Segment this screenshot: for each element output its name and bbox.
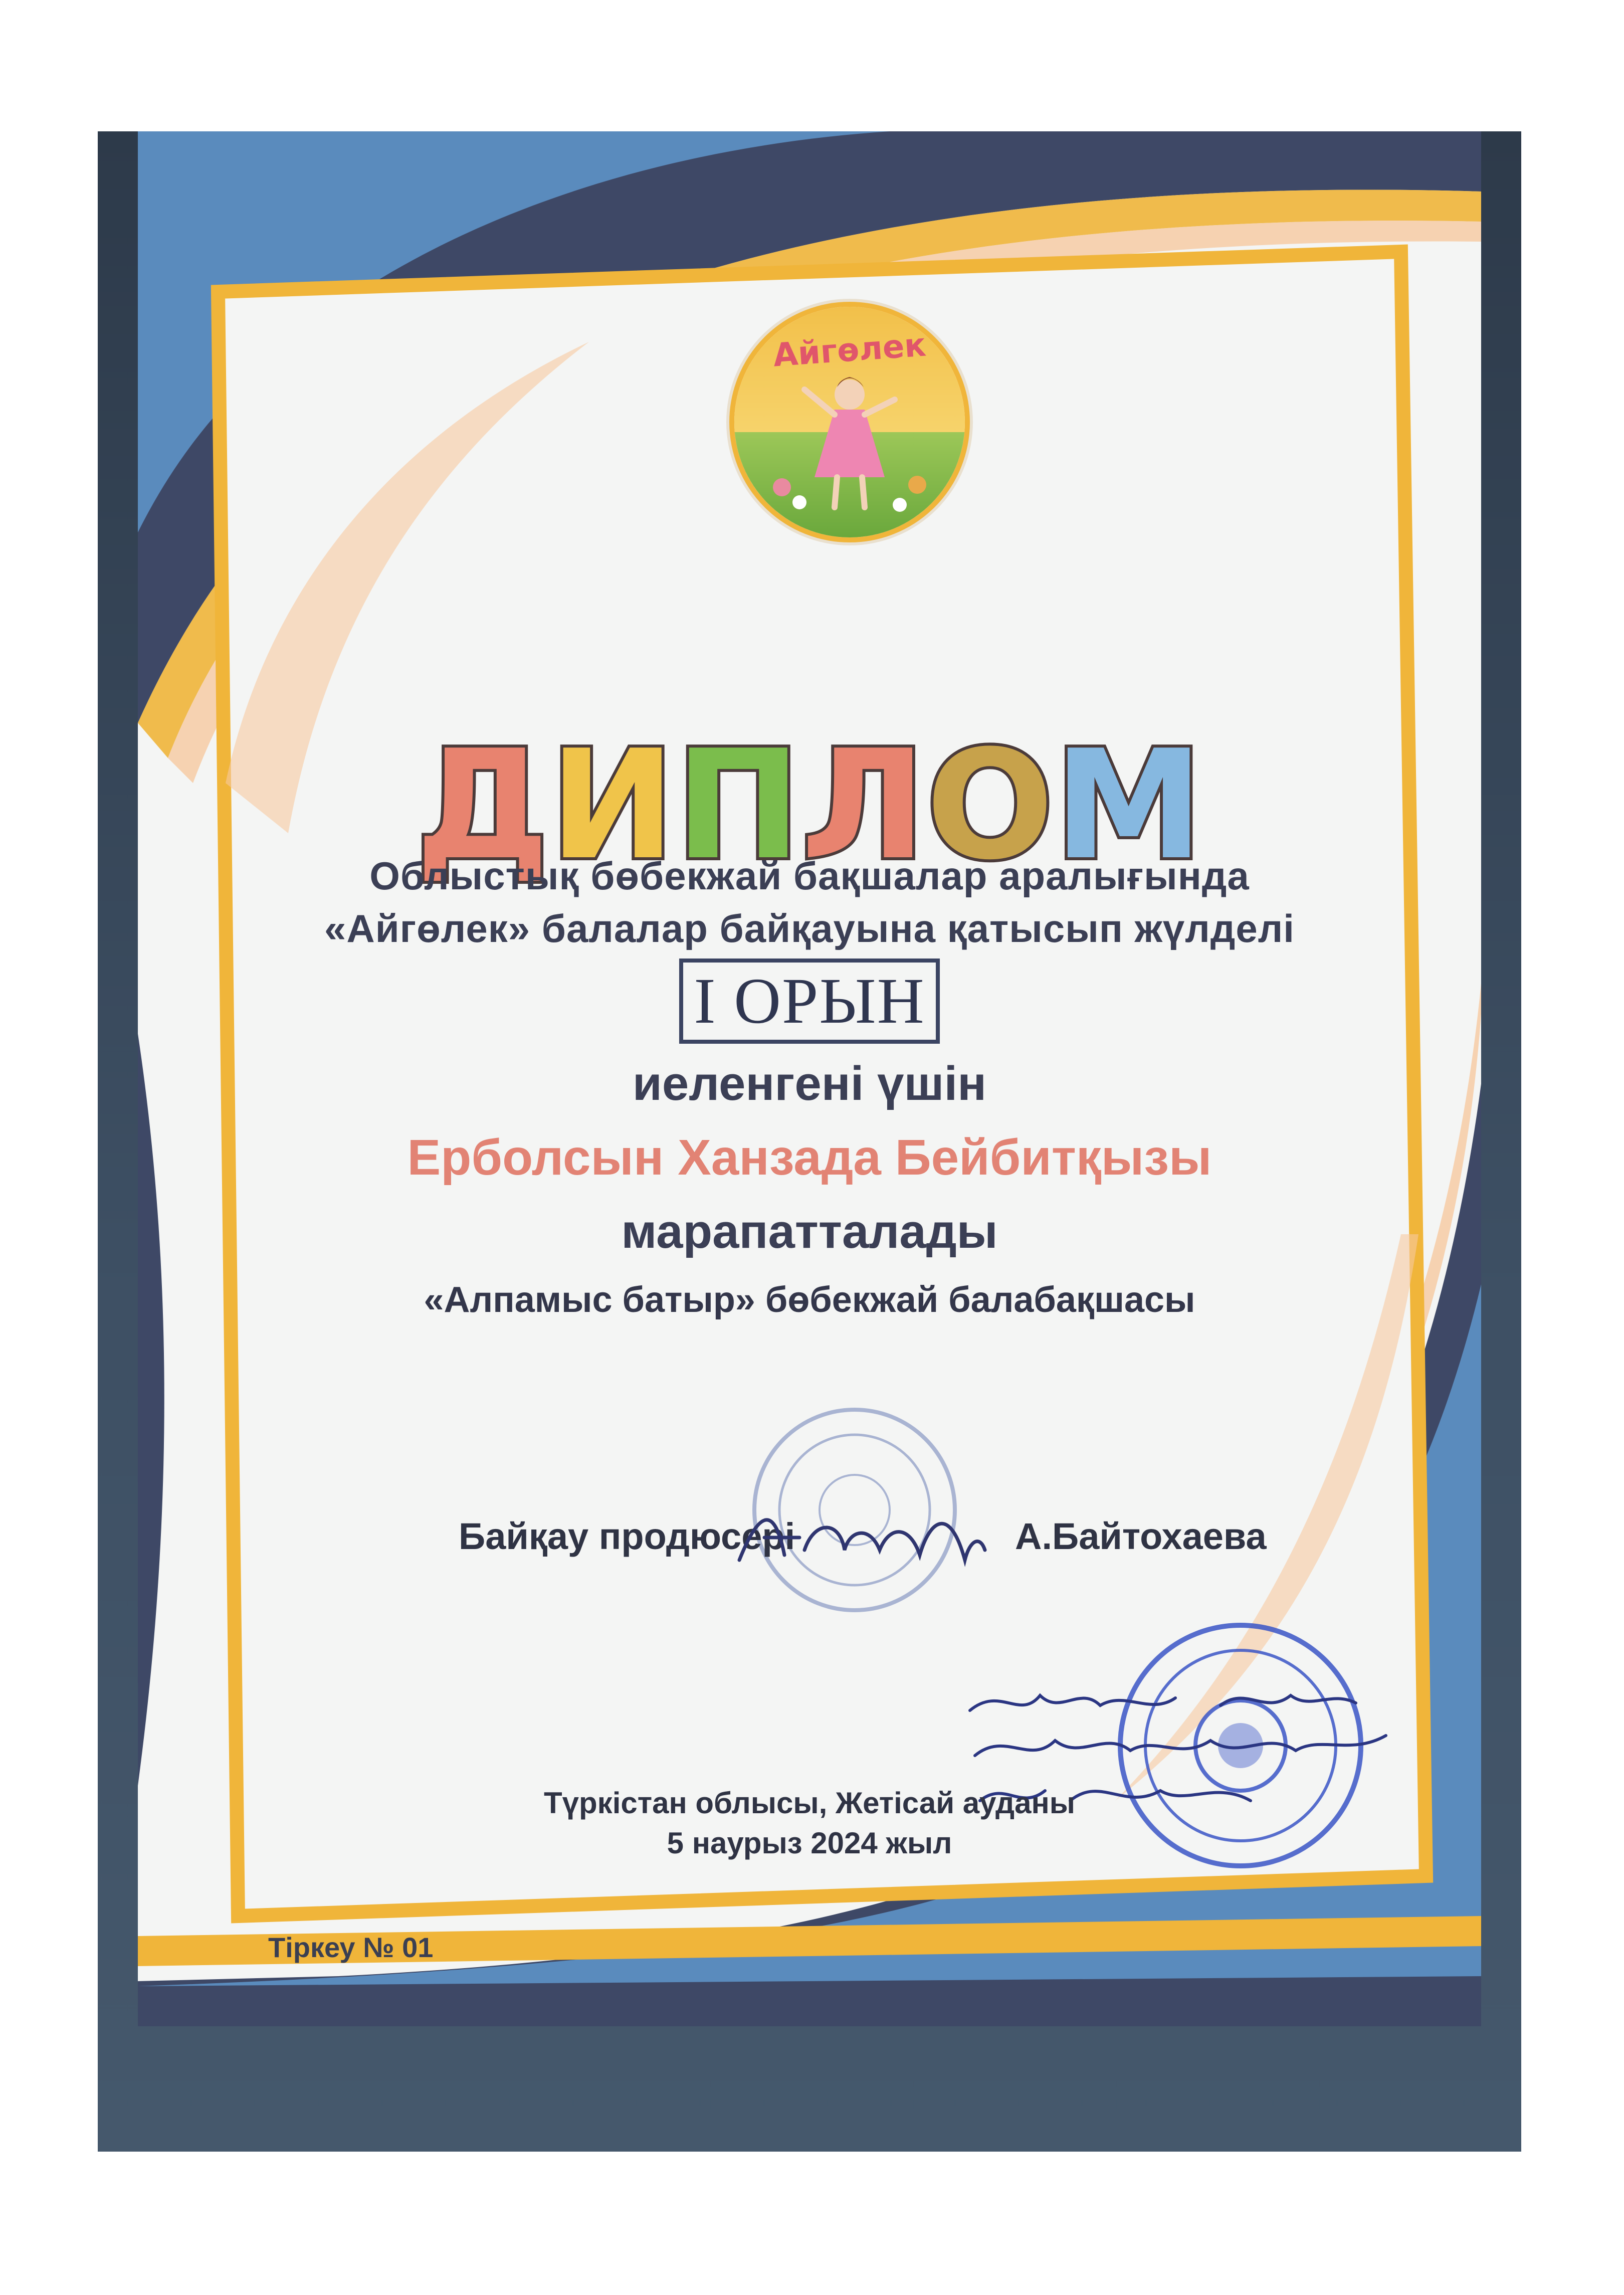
- logo-emblem: [729, 302, 970, 542]
- producer-signature: [729, 1490, 990, 1580]
- registration-number: Тіркеу № 01: [268, 1932, 434, 1963]
- logo-text: Айгөлек: [772, 326, 927, 374]
- title-letter: И: [549, 718, 676, 893]
- date-line: 5 наурыз 2024 жыл: [667, 1826, 952, 1860]
- title-letter: Л: [801, 718, 926, 893]
- for-line: иеленгені үшін: [632, 1057, 987, 1110]
- intro-line-1: Облыстық бөбекжай бақшалар аралығында: [369, 854, 1250, 898]
- signature-role: Байқау продюсері: [459, 1515, 795, 1557]
- title-letter: М: [1054, 718, 1204, 893]
- place-badge: [679, 959, 940, 1044]
- intro-line-2: «Айгөлек» балалар байқауына қатысып жүлделі: [324, 906, 1295, 950]
- awarded-line: марапатталады: [621, 1205, 998, 1258]
- signature-name: А.Байтохаева: [1015, 1515, 1267, 1557]
- title-letter: О: [926, 718, 1054, 893]
- photo-background: [98, 131, 1521, 2152]
- location-line: Түркістан облысы, Жетісай ауданы: [544, 1786, 1075, 1820]
- dancing-girl-icon: [734, 307, 965, 537]
- recipient-name: Ерболсын Ханзада Бейбитқызы: [407, 1129, 1212, 1186]
- title-letter: Д: [415, 718, 550, 893]
- diploma-sheet: [138, 131, 1481, 2026]
- institution-name: «Алпамыс батыр» бөбекжай балабақшасы: [424, 1280, 1195, 1320]
- title-letter: П: [675, 718, 801, 893]
- place-text: І ОРЫН: [694, 965, 925, 1037]
